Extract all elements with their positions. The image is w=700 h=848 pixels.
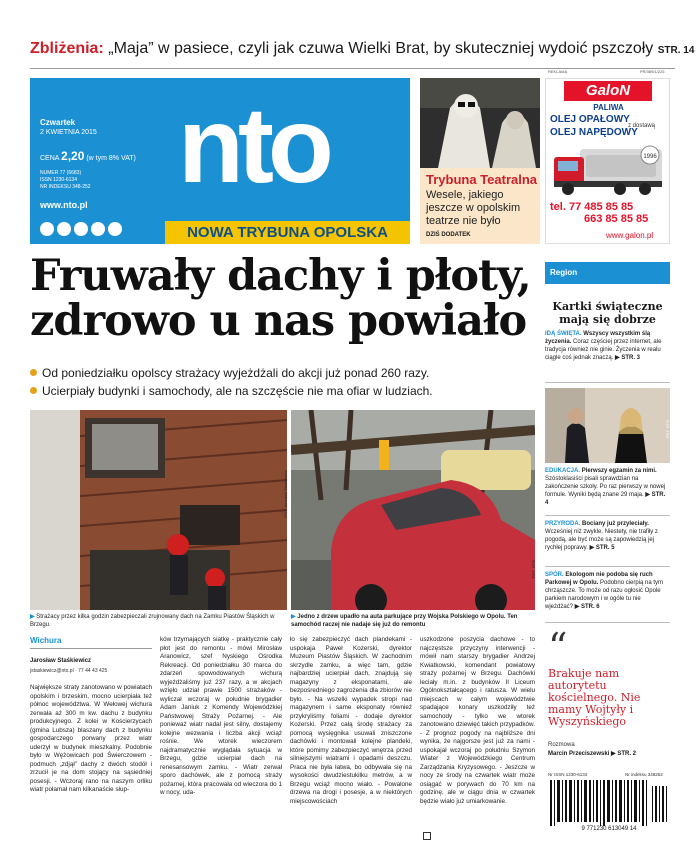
social-icons xyxy=(40,221,155,237)
theatre-text: Wesele, jakiego jeszcze w opolskim teatrze nie było xyxy=(426,189,521,227)
photo2-credit: FOT. NTO xyxy=(531,560,536,579)
car-photo[interactable] xyxy=(291,410,535,610)
lead-bullet-1 xyxy=(30,366,535,381)
kartki-lead: Wszyscy wszystkim ślą życzenia. xyxy=(545,331,651,345)
truck-illustration xyxy=(550,141,667,199)
edu-label: EDUKACJA. xyxy=(545,468,581,474)
teaser-label: Zbliżenia: xyxy=(30,40,104,57)
ad-code: PR/389/1/225 xyxy=(640,69,665,74)
bullet-dot-icon xyxy=(30,387,37,394)
mail-icon[interactable] xyxy=(40,222,54,236)
headline-line1: Fruwały dachy i płoty, xyxy=(30,251,531,301)
bullet-dot-icon xyxy=(30,369,37,376)
headline-line2: zdrowo u nas powiało xyxy=(30,296,527,346)
facebook-icon[interactable] xyxy=(57,222,71,236)
photo1-caption-text: Strażacy przez kilka godzin zabezpieczali zrujnowany dach na Zamku Piastów Śląskich w Brzegu. xyxy=(30,614,275,628)
masthead xyxy=(30,78,410,244)
teaser-text: „Maja” w pasiece, czyli jak czuwa Wielki Brat, by skuteczniej wydoić pszczoły xyxy=(108,40,654,57)
masthead-date: 2 KWIETNIA 2015 xyxy=(40,129,97,136)
galon-logo: GaloN xyxy=(564,81,652,101)
rozmowa-name: Marcin Przeciszewski xyxy=(548,751,610,757)
ad-phone1[interactable]: tel. 77 485 85 85 xyxy=(550,201,634,213)
ad-website[interactable]: www.galon.pl xyxy=(606,231,654,240)
rss-icon[interactable] xyxy=(108,222,122,236)
graduates-photo[interactable] xyxy=(545,388,670,463)
roof-photo-illustration xyxy=(30,410,287,610)
photo1-caption xyxy=(30,613,287,629)
article-column-4: uszkodzone poszycia dachowe - to najczęstsze przyczyny interwencji - mówił nam starszy brygadier Andrzej Kwiatkowski, komendant powiatowy straży pożarnej w Brzegu. Dachówki leciały m.in. z budynków II Liceum Ogólnokształcącego i ratusza. W wielu miejscach w całym województwie spadające konary uszkodziły też samochody - tylko we wtorek zanotowano dziewięć takich przypadków. - Z prognoz pogody na najbliższe dni wynika, że najgorsze jest już za nami - uspokajał wczoraj po południu Szymon Wiater z Wojewódzkiego Centrum Zarządzania Kryzysowego. - Jeszcze w nocy ze środy na czwartek wiatr może osiągać w porywach do 70 km na godzinę, ale w ciągu dnia w czwartek będzie wiało już umiarkowanie. xyxy=(420,636,535,805)
galon-sub: PALIWA xyxy=(593,103,624,112)
ad-line1: OLEJ OPAŁOWY xyxy=(550,114,630,125)
edu-str-text: STR. 4 xyxy=(545,492,666,506)
galon-advert[interactable] xyxy=(545,78,670,244)
masthead-day: Czwartek xyxy=(40,118,76,127)
rozmowa-person xyxy=(548,750,636,757)
edu-str[interactable]: ▶ STR. 4 xyxy=(545,492,666,506)
photo1-credit: FOT. Jarosław Staśkiewicz xyxy=(283,470,288,518)
kartki-blurb xyxy=(545,330,670,362)
lead-bullet-1-text: Od poniedziałku opolscy strażacy wyjeżdżali do akcji już ponad 260 razy. xyxy=(42,366,430,380)
photo2-caption-text: Jedno z drzew upadło na auta parkujące przy Wojska Polskiego w Opolu. Ten samochód raczej nie nadaje się już do remontu xyxy=(291,614,518,628)
ad-line2: OLEJ NAPĘDOWY xyxy=(550,127,638,138)
masthead-price xyxy=(40,149,136,163)
spor-str-text: STR. 6 xyxy=(580,604,600,610)
barcode xyxy=(548,780,670,826)
newspaper-full-name: NOWA TRYBUNA OPOLSKA xyxy=(187,224,388,241)
article-column-2: ków trzymających siatkę - praktycznie cały płot jest do remontu - mówi Mirosław Aranowicz, szef Nyskiego Ośrodka Rekreacji. Od poniedziałku 30 marca do zdarzeń spowodowanych wichurą wyjeżdżaliśmy już 237 razy, a w akcjach wzięło udział prawie 1500 strażaków - wyliczał wczoraj w południe brygadier Adam Janiuk z Komendy Wojewódzkiej Państwowej Straży Pożarnej. - Ale ponieważ wiatr nadal jest silny, dostajemy kolejne wezwania i liczba akcji wciąż rośnie. We wtorek wieczorem najdramatycznie wyglądała sytuacja w Brzegu, gdzie ucierpiał dach na renesansowym zamku. - Wiatr zerwał sporo dachówek, ale z pomocą straży pożarnej, która pracowała od wieczora do 1 w nocy, uda- xyxy=(160,636,282,796)
przyroda-label: PRZYRODA. xyxy=(545,521,581,527)
masthead-website[interactable]: www.nto.pl xyxy=(40,200,88,210)
right-divider xyxy=(545,515,670,516)
przyroda-str[interactable]: ▶ STR. 5 xyxy=(589,545,615,551)
przyroda-text: Wcześniej niż zwykle. Niestety, nie trafiły z pogodą, ale być może są zapowiedzią jej rychłej poprawy. xyxy=(545,529,658,551)
rozmowa-str-text: STR. 2 xyxy=(617,751,636,757)
masthead-name-band xyxy=(165,221,410,244)
mobile-icon[interactable] xyxy=(91,222,105,236)
article-column-3: ło się zabezpieczyć dach plandekami - uspokaja Paweł Kozerski, dyrektor Muzeum Piastów Śląskich. W zachodnim skrzydle zamku, a więc tam, gdzie najbardziej ucierpiał dach, znajdują się magazyny z eksponatami, ale bezpośredniego zagrożenia dla zbiorów nie było. - Na wszelki wypadek stropi nad magazynem i same eksponaty również przykryliśmy foliami - dodaje dyrektor Kozerski. Przez całą środę strażacy za pomocą wysięgnika usuwali zniszczone dachówki i montowali kolejne plandeki, które pomimy zabezpieczyć wnętrza przed silniejszymi wiatrami i opadami deszczu. Praca nie była łatwa, bo odbywała się na wysokości dwudziestukilku metrów, a w Brzegu wciąż mocno wiało. - Powalone drzewa na drogi i posesje, a w niektórych miejscowościach xyxy=(290,636,412,805)
roof-photo[interactable] xyxy=(30,410,287,610)
spor-lead: Ekologom nie podoba się ruch Parkowej w Opolu. xyxy=(545,572,653,586)
masthead-meta xyxy=(40,170,150,191)
quote-mark-icon: “ xyxy=(548,625,568,669)
right-divider xyxy=(545,566,670,567)
issn: ISSN 1230-6134 xyxy=(40,177,77,183)
truck-badge: 1996 xyxy=(643,154,657,160)
teaser-headline[interactable] xyxy=(30,40,695,64)
spor-blurb xyxy=(545,571,670,611)
article-author: Jarosław Staśkiewicz xyxy=(30,658,92,664)
ad-label: REKLAMA xyxy=(548,69,568,74)
price-vat: (w tym 8% VAT) xyxy=(86,155,136,162)
theatre-photo-illustration xyxy=(420,78,540,168)
spor-label: SPÓR. xyxy=(545,572,564,578)
kartki-str-text: STR. 3 xyxy=(621,355,640,361)
car-photo-illustration xyxy=(291,410,535,610)
right-divider xyxy=(545,382,670,383)
footer-issn: Nr ISSN 1230-6134 xyxy=(548,772,588,777)
lead-bullet-2 xyxy=(30,384,535,399)
przyroda-lead: Bociany już przyleciały. xyxy=(582,521,649,527)
main-headline[interactable] xyxy=(30,251,531,346)
graduates-credit: FOT. NTO xyxy=(665,420,670,439)
spor-text: Podobno cierpią na tym chrząszcze. To może od razu ogłosić Opole parkiem narodowym i w ogóle tu nie wjeżdżać? xyxy=(545,580,664,610)
rozmowa-label: Rozmowa xyxy=(548,742,575,748)
article-column-1: Największe straty zanotowano w powiatach opolskim i brzeskim, mocno ucierpiała też północ województwa. W Wełowej wichura zerwała aż 300 m kw. dachu z budynku produkcyjnego. Z kolei w Kościerzycach (gmina Lubsza) blaszany dach z budynku gospodarczego porwany przez wiatr uderzył w budynek mieszkalny. Podobnie było w Wężowicach pod Świerczowem - podmuch „zdjął” dachy z dwóch stodół i zrzucił je na dom stojący na sąsiedniej posesji. - Wczoraj rano na naszym orliku wiatr połamał nam kilkanaście słup- xyxy=(30,684,152,793)
nto-logo: nto xyxy=(178,84,328,205)
edu-blurb xyxy=(545,467,670,507)
theatre-teaser[interactable] xyxy=(420,168,540,244)
top-divider xyxy=(30,68,675,69)
przyroda-blurb xyxy=(545,520,670,552)
price-prefix: CENA xyxy=(40,155,60,162)
photo2-caption xyxy=(291,613,535,629)
region-header[interactable]: Region xyxy=(545,262,670,284)
caption-arrow-icon: ▶ xyxy=(291,614,296,620)
kartki-text: Coraz częściej przez internet, ale tradycja również nie ginie. Życzenia w realu ciągle coś jednak znaczą. xyxy=(545,339,662,361)
article-author-contact[interactable]: jstaskiewicz@nto.pl · 77 44 43 425 xyxy=(30,668,108,674)
przyroda-str-text: STR. 5 xyxy=(595,545,615,551)
interview-quote[interactable]: Brakuje nam autorytetu kościelnego. Nie mamy Wojtyły i Wyszyńskiego xyxy=(548,667,641,728)
spor-str[interactable]: ▶ STR. 6 xyxy=(574,604,600,610)
footer-index: Nr indeksu 348252 xyxy=(625,772,663,777)
barcode-number: 9 771230 613049 14 xyxy=(581,826,637,832)
kartki-label: IDĄ ŚWIĘTA. xyxy=(545,331,582,337)
price-value: 2,20 xyxy=(61,149,85,163)
theatre-photo[interactable] xyxy=(420,78,540,168)
kartki-str[interactable]: ▶ STR. 3 xyxy=(615,355,640,361)
edu-lead: Pierwszy egzamin za nimi. xyxy=(581,468,657,474)
lead-bullet-2-text: Ucierpiały budynki i samochody, ale na szczęście nie ma ofiar w ludziach. xyxy=(42,384,433,398)
caption-arrow-icon: ▶ xyxy=(30,614,35,620)
kartki-title[interactable]: Kartki świąteczne mają się dobrze xyxy=(552,300,663,326)
twitter-icon[interactable] xyxy=(74,222,88,236)
graduates-photo-illustration xyxy=(545,388,670,463)
ad-delivery: z dostawą xyxy=(628,123,656,129)
rozmowa-str[interactable]: ▶ STR. 2 xyxy=(611,751,636,757)
edu-text: Szóstoklasiści pisali sprawdzian na zakończenie szkoły. Po raz pierwszy w nowej formule. Wyniki będą znane 29 maja. xyxy=(545,476,666,498)
right-divider xyxy=(545,622,670,623)
index-number: NR INDEKSU 348-252 xyxy=(40,184,91,190)
article-section: Wichura xyxy=(30,636,152,649)
issue-number: NUMER 77 (6683) xyxy=(40,170,82,176)
theatre-tag: DZIŚ DODATEK xyxy=(426,232,471,238)
teaser-page: STR. 14 xyxy=(657,45,695,56)
theatre-title: Trybuna Teatralna xyxy=(426,172,538,187)
end-mark-icon xyxy=(423,832,431,840)
ad-phone2[interactable]: 663 85 85 85 xyxy=(584,213,649,225)
